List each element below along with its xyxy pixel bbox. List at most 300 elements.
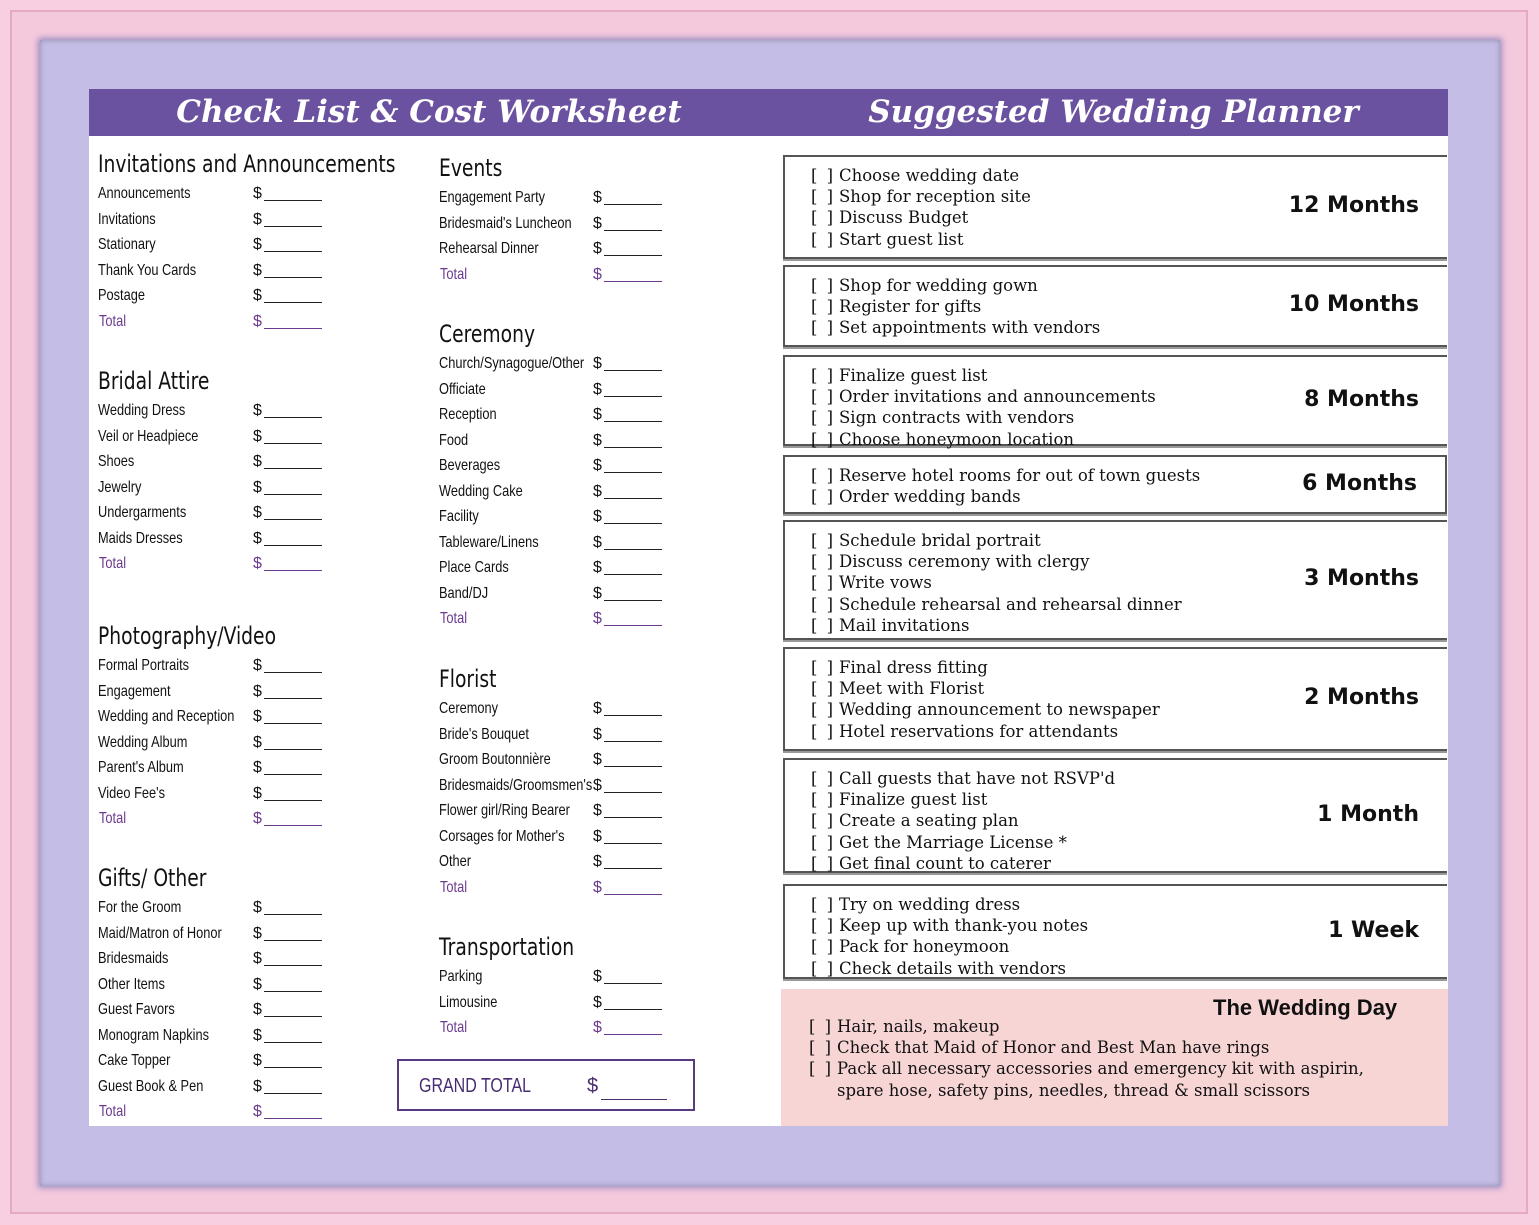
- task-text: Start guest list: [839, 229, 964, 249]
- task-text: Create a seating plan: [839, 811, 1019, 831]
- cost-label: Shoes: [98, 453, 135, 470]
- amount-blank[interactable]: [604, 549, 662, 550]
- cost-label: Place Cards: [439, 559, 509, 576]
- cost-row: [98, 921, 262, 947]
- cost-label: Parent's Album: [98, 759, 184, 776]
- grand-total-dollar: $: [587, 1075, 599, 1097]
- section-heading: Florist: [439, 665, 497, 693]
- worksheet-page: [89, 89, 1448, 1126]
- cost-row: [98, 398, 262, 424]
- task-checkbox[interactable]: [ ]: [811, 615, 836, 635]
- planner-task: [811, 486, 1200, 507]
- amount-blank[interactable]: [264, 965, 322, 966]
- amount-blank[interactable]: [604, 421, 662, 422]
- dollar-sign: $: [253, 1077, 262, 1095]
- cost-row: [98, 232, 479, 258]
- planner-task: [811, 207, 1031, 228]
- amount-blank[interactable]: [264, 1042, 322, 1043]
- amount-blank[interactable]: [264, 545, 322, 546]
- task-checkbox[interactable]: [ ]: [811, 895, 836, 914]
- cost-label: Video Fee's: [98, 784, 165, 802]
- amount-blank[interactable]: [604, 498, 662, 499]
- dollar-sign: $: [593, 700, 602, 717]
- task-checkbox[interactable]: [ ]: [811, 721, 836, 741]
- amount-blank[interactable]: [604, 868, 662, 869]
- cost-label: Other Items: [98, 975, 165, 993]
- amount-blank[interactable]: [264, 251, 322, 252]
- cost-row: [98, 653, 326, 679]
- planner-task: [811, 936, 1088, 957]
- amount-blank[interactable]: [604, 600, 662, 601]
- planner-task: [811, 407, 1156, 428]
- planner-items: [811, 894, 1088, 979]
- task-text: Hotel reservations for attendants: [839, 721, 1119, 741]
- planner-period: 8 Months: [1304, 386, 1419, 412]
- planner-task: [811, 551, 1182, 572]
- task-text: Register for gifts: [839, 297, 982, 317]
- dollar-sign: $: [253, 185, 262, 202]
- planner-task: [811, 810, 1115, 831]
- amount-blank[interactable]: [264, 519, 322, 520]
- planner-block-3-months: [783, 520, 1447, 640]
- amount-blank[interactable]: [264, 570, 322, 571]
- cost-label: Engagement: [98, 682, 171, 700]
- amount-blank[interactable]: [264, 468, 322, 469]
- planner-task: [811, 699, 1160, 720]
- task-checkbox[interactable]: [ ]: [811, 853, 836, 873]
- dollar-sign: $: [253, 427, 262, 445]
- task-text: Schedule bridal portrait: [839, 531, 1041, 550]
- cost-label: Wedding Dress: [98, 402, 186, 419]
- cost-label: Invitations: [98, 210, 156, 228]
- cost-row: [98, 449, 262, 475]
- amount-blank[interactable]: [264, 825, 322, 826]
- planner-block-8-months: [783, 355, 1447, 449]
- cost-row: [439, 990, 612, 1016]
- dollar-sign: $: [593, 508, 602, 525]
- amount-blank[interactable]: [264, 672, 322, 673]
- dollar-sign: $: [593, 482, 602, 500]
- amount-blank[interactable]: [604, 574, 662, 575]
- cost-row: [439, 453, 602, 479]
- dollar-sign: $: [253, 810, 262, 827]
- section-ceremony: [439, 317, 602, 632]
- task-text: Discuss ceremony with clergy: [839, 552, 1090, 572]
- task-text: Call guests that have not RSVP'd: [839, 769, 1116, 788]
- section-photography-video: [98, 619, 326, 832]
- amount-blank[interactable]: [604, 396, 662, 397]
- task-text: Final dress fitting: [839, 658, 988, 677]
- dollar-sign: $: [253, 1026, 262, 1044]
- planner-period: 3 Months: [1304, 566, 1419, 591]
- task-text: Get the Marriage License *: [839, 832, 1067, 852]
- cost-row: [98, 997, 262, 1023]
- dollar-sign: $: [593, 355, 602, 372]
- section-heading: Events: [439, 154, 503, 182]
- cost-row: [98, 424, 262, 450]
- cost-label: Wedding Album: [98, 733, 188, 751]
- amount-blank[interactable]: [604, 741, 662, 742]
- amount-blank[interactable]: [604, 894, 662, 895]
- task-text: Schedule rehearsal and rehearsal dinner: [839, 594, 1182, 614]
- cost-label: Beverages: [439, 457, 501, 474]
- cost-row: [439, 236, 602, 262]
- cost-label: Thank You Cards: [98, 261, 197, 279]
- cost-row: [98, 526, 262, 552]
- cost-label: Ceremony: [439, 700, 499, 717]
- dollar-sign: $: [253, 478, 262, 496]
- task-checkbox[interactable]: [ ]: [811, 229, 836, 249]
- task-checkbox[interactable]: [ ]: [811, 790, 836, 810]
- task-text: Meet with Florist: [839, 679, 985, 699]
- planner-block-2-months: [783, 647, 1447, 751]
- total-row: [439, 875, 602, 901]
- cost-label: Reception: [439, 406, 497, 423]
- dollar-sign: $: [253, 682, 262, 700]
- amount-blank[interactable]: [264, 417, 322, 418]
- task-checkbox[interactable]: [ ]: [811, 700, 836, 720]
- amount-blank[interactable]: [604, 472, 662, 473]
- wedding-day-panel: [781, 989, 1448, 1126]
- task-text: Choose honeymoon location: [839, 429, 1075, 449]
- total-row: [98, 551, 262, 577]
- cost-row: [439, 504, 602, 530]
- planner-task: [811, 678, 1160, 699]
- amount-blank[interactable]: [264, 200, 322, 201]
- planner-period: 2 Months: [1304, 685, 1419, 710]
- total-row: [98, 1099, 262, 1125]
- amount-blank[interactable]: [604, 1009, 662, 1010]
- section-gifts-other: [98, 861, 262, 1125]
- cost-row: [439, 402, 602, 428]
- planner-task: [811, 853, 1115, 874]
- amount-blank[interactable]: [604, 255, 662, 256]
- planner-task: [811, 615, 1182, 636]
- cost-row: [98, 755, 326, 781]
- task-checkbox[interactable]: [ ]: [811, 832, 836, 852]
- dollar-sign: $: [593, 265, 602, 283]
- amount-blank[interactable]: [604, 230, 662, 231]
- cost-row: [439, 824, 602, 850]
- grand-total-box: [397, 1059, 695, 1111]
- planner-title: Suggested Wedding Planner: [868, 94, 1359, 130]
- planner-block-10-months: [783, 265, 1447, 347]
- planner-task: [811, 465, 1200, 486]
- planner-block-1-month: [783, 758, 1447, 873]
- amount-blank[interactable]: [264, 1093, 322, 1094]
- cost-label: Engagement Party: [439, 189, 546, 206]
- planner-task: [811, 721, 1160, 742]
- total-row: [98, 806, 326, 832]
- cost-label: Formal Portraits: [98, 657, 190, 674]
- dollar-sign: $: [253, 657, 262, 674]
- cost-label: Guest Book & Pen: [98, 1077, 204, 1095]
- cost-label: Other: [439, 853, 472, 870]
- task-checkbox[interactable]: [ ]: [811, 166, 836, 185]
- grand-total-blank[interactable]: [601, 1099, 667, 1100]
- task-checkbox[interactable]: [ ]: [811, 811, 836, 831]
- dollar-sign: $: [593, 968, 602, 985]
- amount-blank[interactable]: [264, 723, 322, 724]
- amount-blank[interactable]: [604, 766, 662, 767]
- planner-period: 12 Months: [1288, 193, 1419, 218]
- dollar-sign: $: [593, 559, 602, 576]
- task-text: Finalize guest list: [839, 790, 988, 810]
- cost-row: [439, 722, 602, 748]
- dollar-sign: $: [253, 924, 262, 942]
- task-checkbox[interactable]: [ ]: [811, 531, 836, 550]
- amount-blank[interactable]: [604, 817, 662, 818]
- task-checkbox[interactable]: [ ]: [811, 208, 836, 228]
- amount-blank[interactable]: [604, 204, 662, 205]
- dollar-sign: $: [253, 261, 262, 279]
- cost-row: [439, 581, 602, 607]
- dollar-sign: $: [593, 584, 602, 602]
- task-text: Order wedding bands: [839, 487, 1021, 507]
- amount-blank[interactable]: [264, 277, 322, 278]
- amount-blank[interactable]: [604, 447, 662, 448]
- total-label: Total: [440, 610, 468, 627]
- cost-row: [439, 377, 602, 403]
- amount-blank[interactable]: [604, 523, 662, 524]
- task-checkbox[interactable]: [ ]: [811, 366, 836, 385]
- dollar-sign: $: [253, 950, 262, 967]
- cost-row: [439, 798, 602, 824]
- task-text: Check that Maid of Honor and Best Man have rings: [837, 1038, 1270, 1058]
- task-text: Shop for wedding gown: [839, 276, 1038, 295]
- amount-blank[interactable]: [604, 983, 662, 984]
- task-checkbox[interactable]: [ ]: [811, 318, 836, 338]
- cost-row: [98, 207, 479, 233]
- task-checkbox[interactable]: [ ]: [811, 573, 836, 593]
- planner-task: [811, 186, 1031, 207]
- cost-label: Monogram Napkins: [98, 1026, 209, 1044]
- cost-row: [439, 530, 602, 556]
- cost-label: Officiate: [439, 380, 486, 398]
- amount-blank[interactable]: [264, 749, 322, 750]
- dollar-sign: $: [253, 555, 262, 572]
- dollar-sign: $: [593, 214, 602, 232]
- amount-blank[interactable]: [604, 792, 662, 793]
- wedding-day-task: [809, 1037, 1364, 1058]
- planner-task: [811, 915, 1088, 936]
- planner-items: [811, 530, 1182, 636]
- total-label: Total: [440, 878, 468, 896]
- task-checkbox[interactable]: [ ]: [811, 916, 836, 936]
- amount-blank[interactable]: [264, 1118, 322, 1119]
- amount-blank[interactable]: [604, 370, 662, 371]
- planner-task: [811, 275, 1100, 296]
- task-text: Keep up with thank-you notes: [839, 916, 1089, 936]
- cost-label: Church/Synagogue/Other: [439, 355, 585, 372]
- task-checkbox[interactable]: [ ]: [811, 466, 836, 485]
- cost-label: Flower girl/Ring Bearer: [439, 802, 570, 819]
- dollar-sign: $: [253, 975, 262, 993]
- total-label: Total: [99, 312, 127, 330]
- amount-blank[interactable]: [264, 443, 322, 444]
- task-checkbox[interactable]: [ ]: [809, 1038, 834, 1058]
- section-heading: Invitations and Announcements: [98, 150, 396, 178]
- task-text: Finalize guest list: [839, 366, 988, 385]
- task-text: Get final count to caterer: [839, 853, 1051, 873]
- dollar-sign: $: [253, 733, 262, 751]
- planner-task: [811, 429, 1156, 450]
- dollar-sign: $: [253, 1052, 262, 1069]
- task-checkbox[interactable]: [ ]: [811, 937, 836, 957]
- task-checkbox[interactable]: [ ]: [811, 594, 836, 614]
- planner-task: [811, 572, 1182, 593]
- planner-task: [811, 530, 1182, 551]
- task-text: Pack for honeymoon: [839, 937, 1010, 957]
- cost-row: [439, 773, 602, 799]
- dollar-sign: $: [253, 504, 262, 521]
- amount-blank[interactable]: [264, 226, 322, 227]
- total-label: Total: [440, 265, 468, 283]
- amount-blank[interactable]: [264, 302, 322, 303]
- task-text: Discuss Budget: [839, 208, 969, 228]
- total-label: Total: [99, 810, 127, 827]
- amount-blank[interactable]: [604, 1034, 662, 1035]
- amount-blank[interactable]: [264, 914, 322, 915]
- dollar-sign: $: [253, 1103, 262, 1120]
- task-checkbox[interactable]: [ ]: [811, 387, 836, 407]
- cost-row: [98, 946, 262, 972]
- dollar-sign: $: [253, 708, 262, 725]
- cost-row: [98, 704, 326, 730]
- planner-task: [811, 229, 1031, 250]
- task-text: Reserve hotel rooms for out of town guests: [839, 466, 1201, 485]
- dollar-sign: $: [593, 457, 602, 474]
- dollar-sign: $: [593, 610, 602, 627]
- amount-blank[interactable]: [604, 843, 662, 844]
- planner-task: [811, 317, 1100, 338]
- task-checkbox[interactable]: [ ]: [809, 1059, 834, 1079]
- dollar-sign: $: [593, 189, 602, 206]
- dollar-sign: $: [593, 240, 602, 257]
- cost-row: [98, 181, 479, 207]
- task-checkbox[interactable]: [ ]: [811, 679, 836, 699]
- cost-label: Cake Topper: [98, 1052, 171, 1069]
- task-checkbox[interactable]: [ ]: [811, 187, 836, 207]
- task-checkbox[interactable]: [ ]: [811, 429, 836, 449]
- section-events: [439, 151, 602, 287]
- dollar-sign: $: [253, 312, 262, 330]
- amount-blank[interactable]: [264, 991, 322, 992]
- cost-row: [439, 211, 602, 237]
- cost-row: [98, 1023, 262, 1049]
- amount-blank[interactable]: [264, 328, 322, 329]
- cost-label: Stationary: [98, 236, 156, 253]
- task-text: Try on wedding dress: [839, 895, 1021, 914]
- amount-blank[interactable]: [264, 774, 322, 775]
- cost-label: Wedding Cake: [439, 482, 523, 500]
- section-florist: [439, 662, 602, 900]
- grand-total-label: GRAND TOTAL: [419, 1075, 532, 1097]
- task-checkbox[interactable]: [ ]: [811, 408, 836, 428]
- cost-row: [98, 972, 262, 998]
- wedding-day-task-continuation: spare hose, safety pins, needles, thread & small scissors: [837, 1080, 1311, 1100]
- task-checkbox[interactable]: [ ]: [811, 552, 836, 572]
- cost-row: [98, 895, 262, 921]
- dollar-sign: $: [253, 236, 262, 253]
- cost-label: Bridesmaid's Luncheon: [439, 214, 572, 232]
- planner-block-1-week: [783, 884, 1447, 979]
- total-row: [98, 309, 479, 335]
- cost-row: [439, 479, 602, 505]
- task-checkbox[interactable]: [ ]: [811, 769, 836, 788]
- task-checkbox[interactable]: [ ]: [811, 958, 836, 978]
- cost-row: [439, 428, 602, 454]
- dollar-sign: $: [593, 776, 602, 794]
- cost-row: [439, 555, 602, 581]
- planner-period: 10 Months: [1288, 292, 1419, 317]
- amount-blank[interactable]: [264, 1016, 322, 1017]
- planner-task: [811, 386, 1156, 407]
- planner-items: [811, 657, 1160, 742]
- cost-label: Bridesmaids/Groomsmen's: [439, 776, 593, 794]
- amount-blank[interactable]: [264, 698, 322, 699]
- dollar-sign: $: [253, 529, 262, 547]
- task-checkbox[interactable]: [ ]: [811, 297, 836, 317]
- cost-row: [439, 185, 602, 211]
- dollar-sign: $: [593, 853, 602, 870]
- amount-blank[interactable]: [264, 1067, 322, 1068]
- amount-blank[interactable]: [604, 281, 662, 282]
- task-checkbox[interactable]: [ ]: [811, 487, 836, 507]
- section-heading: Transportation: [439, 933, 575, 961]
- task-checkbox[interactable]: [ ]: [811, 658, 836, 677]
- cost-label: Limousine: [439, 993, 498, 1011]
- amount-blank[interactable]: [604, 715, 662, 716]
- cost-row: [98, 679, 326, 705]
- task-text: Hair, nails, makeup: [837, 1017, 1000, 1036]
- dollar-sign: $: [593, 993, 602, 1011]
- cost-label: Facility: [439, 508, 479, 525]
- cost-label: Maids Dresses: [98, 529, 183, 547]
- cost-row: [98, 283, 479, 309]
- cost-row: [439, 964, 612, 990]
- dollar-sign: $: [253, 287, 262, 304]
- cost-row: [439, 747, 602, 773]
- dollar-sign: $: [593, 1019, 602, 1036]
- planner-items: [811, 465, 1200, 507]
- cost-label: Maid/Matron of Honor: [98, 924, 222, 942]
- dollar-sign: $: [593, 725, 602, 743]
- total-row: [439, 262, 602, 288]
- amount-blank[interactable]: [604, 625, 662, 626]
- cost-row: [98, 1074, 262, 1100]
- amount-blank[interactable]: [264, 494, 322, 495]
- cost-label: Wedding and Reception: [98, 708, 235, 725]
- task-checkbox[interactable]: [ ]: [811, 276, 836, 295]
- cost-label: Announcements: [98, 185, 191, 202]
- cost-label: Guest Favors: [98, 1001, 175, 1018]
- amount-blank[interactable]: [264, 940, 322, 941]
- task-checkbox[interactable]: [ ]: [809, 1017, 834, 1036]
- cost-row: [98, 781, 326, 807]
- task-text: Order invitations and announcements: [839, 387, 1156, 407]
- cost-label: Food: [439, 431, 469, 449]
- cost-label: Bride's Bouquet: [439, 725, 529, 743]
- worksheet-title: Check List & Cost Worksheet: [176, 94, 682, 130]
- section-heading: Photography/Video: [98, 622, 277, 650]
- cost-row: [439, 351, 602, 377]
- dollar-sign: $: [593, 802, 602, 819]
- cost-row: [98, 730, 326, 756]
- task-text: Check details with vendors: [839, 958, 1067, 978]
- planner-period: 1 Month: [1317, 801, 1419, 827]
- amount-blank[interactable]: [264, 800, 322, 801]
